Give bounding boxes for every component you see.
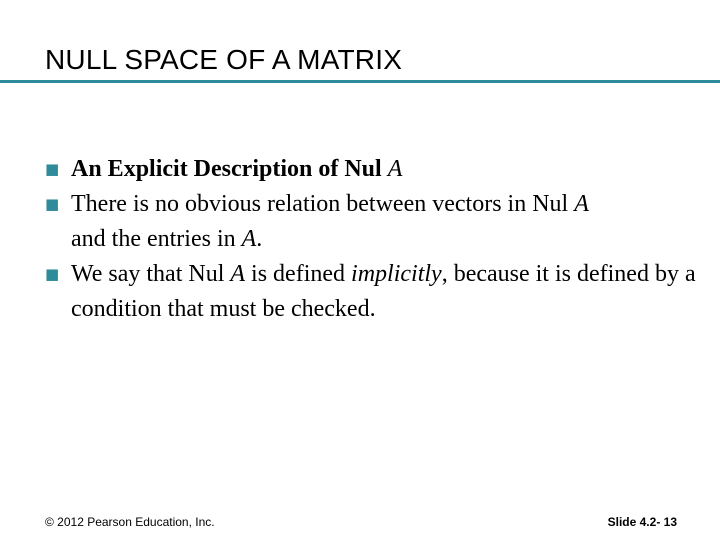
square-bullet-icon: ■ bbox=[45, 160, 60, 178]
bullet-3-text-a: We say that Nul bbox=[71, 261, 231, 287]
bullet-list bbox=[0, 152, 720, 327]
bullet-3-text-c: , because it is defined by a condition that must be checked. bbox=[71, 261, 696, 322]
square-bullet-icon: ■ bbox=[45, 195, 60, 213]
bullet-item-2 bbox=[0, 187, 720, 257]
footer-slide-number: Slide 4.2- 13 bbox=[607, 515, 677, 529]
bullet-3-variable: A bbox=[230, 261, 246, 287]
bullet-2-variable-a: A bbox=[574, 191, 589, 217]
bullet-2-variable-b: A bbox=[241, 226, 257, 252]
bullet-item-1 bbox=[0, 152, 720, 187]
bullet-3-text-b: is defined bbox=[245, 261, 352, 287]
bullet-2-text-b: and the entries in bbox=[71, 226, 242, 252]
bullet-3-emphasis: implicitly bbox=[351, 261, 442, 287]
bullet-item-3 bbox=[0, 257, 720, 327]
bullet-2-text-c: . bbox=[256, 226, 263, 252]
bullet-2-text-a: There is no obvious relation between vectors in Nul bbox=[71, 191, 575, 217]
footer-copyright: © 2012 Pearson Education, Inc. bbox=[45, 515, 215, 529]
bullet-1-text: An Explicit Description of Nul bbox=[71, 156, 388, 182]
square-bullet-icon: ■ bbox=[45, 265, 60, 283]
bullet-1-variable: A bbox=[387, 156, 403, 182]
title-divider bbox=[0, 80, 720, 83]
slide-title: NULL SPACE OF A MATRIX bbox=[45, 44, 403, 75]
